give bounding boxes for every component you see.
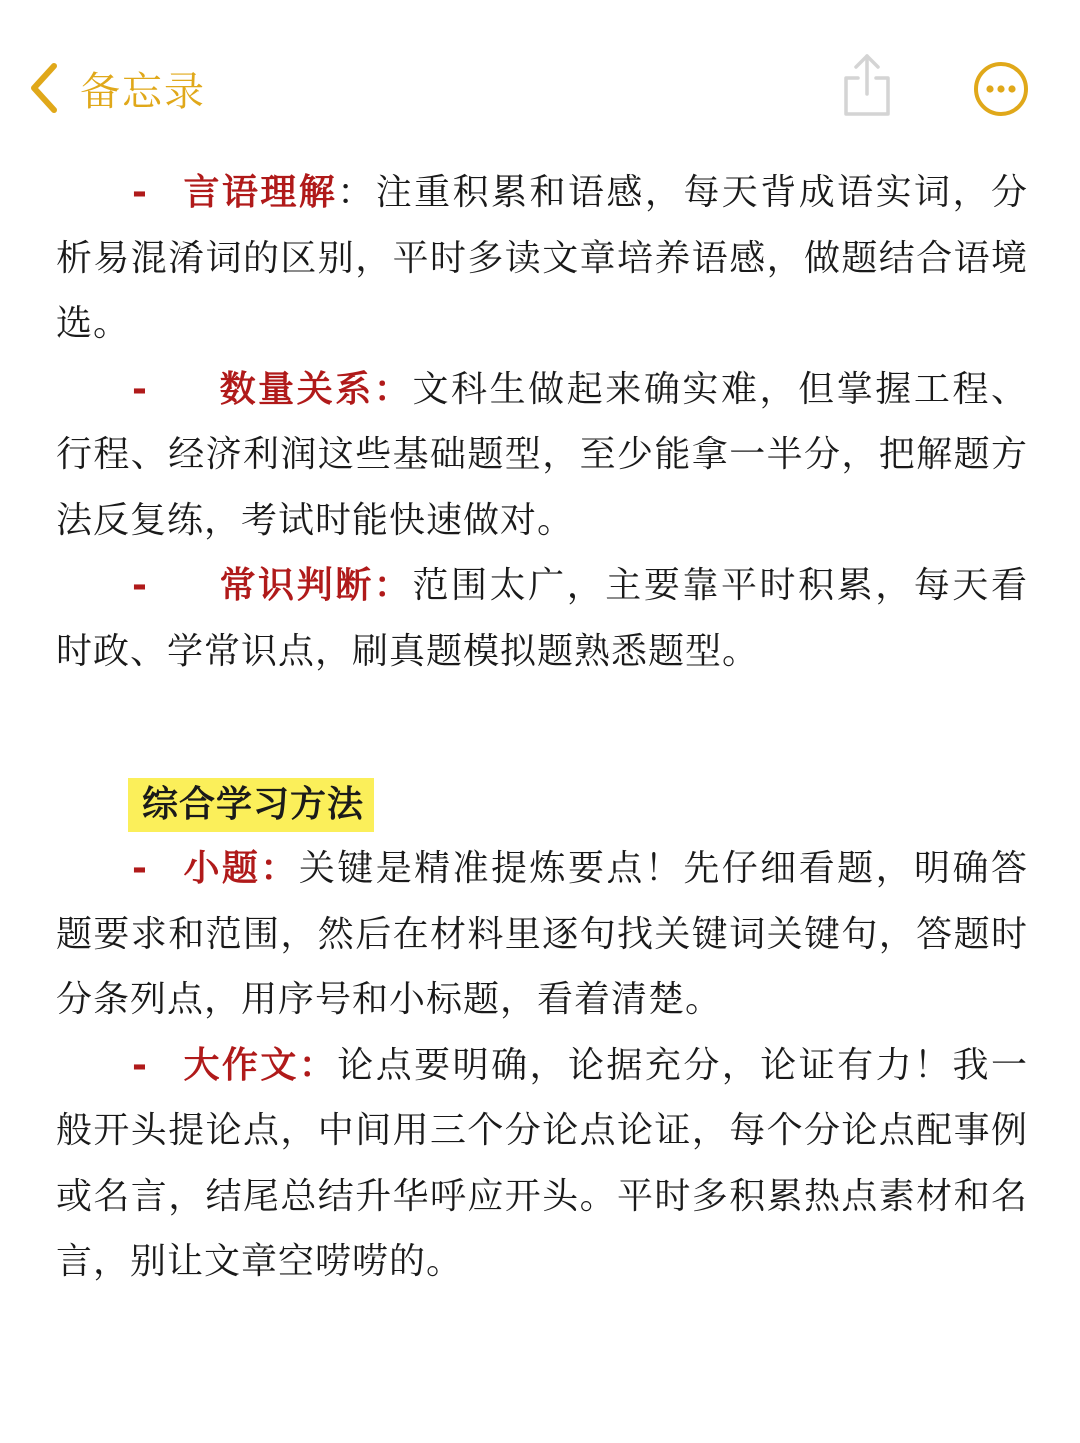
bullet-dash: -: [132, 1044, 148, 1086]
list-item: [56, 160, 1028, 357]
bullet-dash: -: [132, 368, 148, 410]
item-colon: ：: [373, 565, 413, 606]
share-icon: [838, 103, 896, 122]
item-term: 数量关系: [218, 368, 374, 410]
item-text: 论点要明确，论据充分，论证有力！我一般开头提论点，中间用三个分论点论证，每个分论点配事例或名言，结尾总结升华呼应开头。平时多积累热点素材和名言，别让文章空唠唠的。: [56, 1044, 1028, 1282]
item-term: 小题: [182, 848, 261, 889]
back-label: 备忘录: [80, 68, 206, 115]
share-button[interactable]: [838, 52, 896, 118]
note-body[interactable]: [56, 160, 1028, 1295]
item-term: 言语理解: [182, 172, 338, 213]
more-options-button[interactable]: [972, 60, 1030, 118]
list-item: [56, 553, 1028, 684]
list-item: [56, 1033, 1028, 1295]
item-text: 注重积累和语感，每天背成语实词，分析易混淆词的区别，平时多读文章培养语感，做题结合语境选。: [56, 172, 1028, 344]
item-colon: ：: [337, 172, 376, 213]
item-text: 关键是精准提炼要点！先仔细看题，明确答题要求和范围，然后在材料里逐句找关键词关键句，答题时分条列点，用序号和小标题，看着清楚。: [56, 848, 1028, 1020]
chevron-left-icon: [26, 62, 60, 114]
item-colon: ：: [260, 848, 299, 889]
more-options-icon: [972, 103, 1030, 122]
item-colon: ：: [373, 368, 413, 410]
navigation-bar: [0, 0, 1080, 160]
section-heading-row: [56, 772, 1028, 830]
item-text: 范围太广，主要靠平时积累，每天看时政、学常识点，刷真题模拟题熟悉题型。: [56, 565, 1028, 672]
bullet-dash: -: [132, 172, 148, 213]
item-text: 文科生做起来确实难，但掌握工程、行程、经济利润这些基础题型，至少能拿一半分，把解题方法反复练，考试时能快速做对。: [56, 368, 1028, 541]
item-term: 常识判断: [218, 565, 374, 606]
bullet-dash: -: [132, 848, 148, 889]
bullet-dash: -: [132, 565, 148, 606]
section-heading: 综合学习方法: [128, 778, 374, 832]
item-term: 大作文: [182, 1044, 299, 1086]
list-item: [56, 357, 1028, 554]
item-colon: ：: [298, 1044, 338, 1086]
back-button[interactable]: [26, 58, 206, 118]
blank-line: [56, 684, 1028, 772]
list-item: [56, 836, 1028, 1033]
